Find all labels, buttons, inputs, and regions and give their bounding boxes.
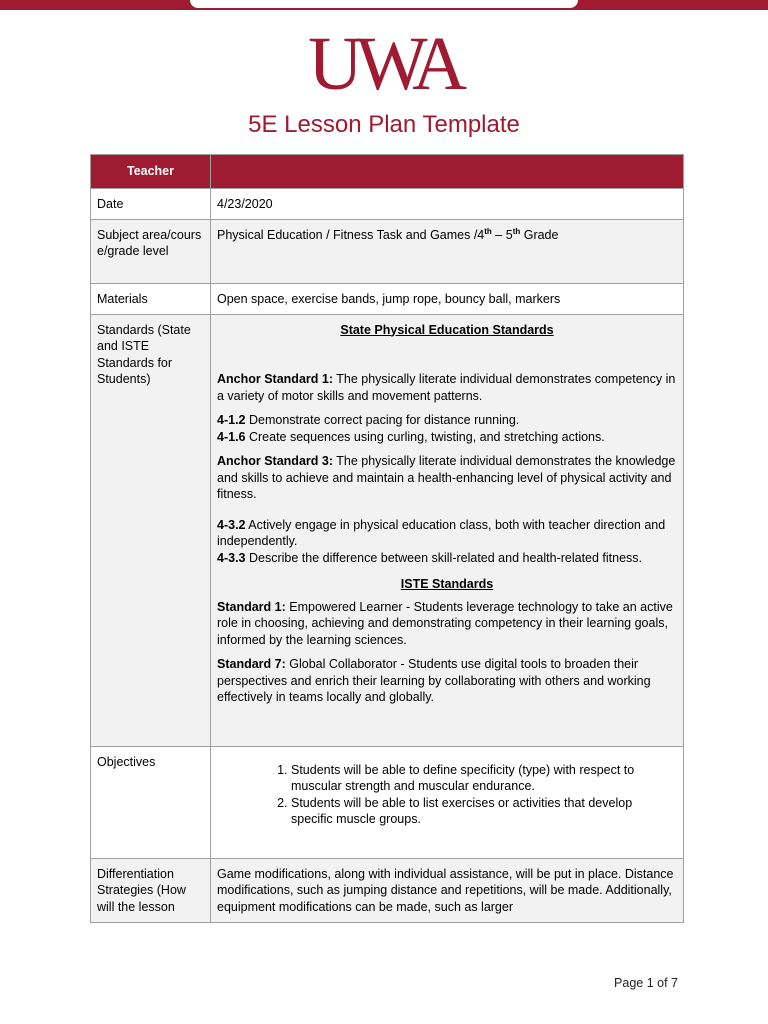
materials-value: Open space, exercise bands, jump rope, bouncy ball, markers (211, 283, 684, 314)
subject-sup-2: th (512, 226, 521, 236)
differentiation-row (91, 858, 684, 922)
anchor-standard-3-text: The physically literate individual demonstrates the knowledge and skills to achieve and maintain a health-enhancing level of physical activity and fitness. (217, 454, 676, 501)
teacher-label: Teacher (91, 155, 211, 189)
materials-row (91, 283, 684, 314)
differentiation-value (211, 858, 684, 922)
uwa-logo: UWA (307, 22, 461, 106)
date-row (91, 188, 684, 219)
teacher-value (211, 155, 684, 189)
standards-4-1 (217, 412, 677, 445)
standards-label: Standards (State and ISTE Standards for Students) (91, 314, 211, 746)
standard-4-3-3-code: 4-3.3 (217, 550, 246, 565)
date-value: 4/23/2020 (211, 188, 684, 219)
page-title: 5E Lesson Plan Template (248, 111, 520, 138)
objectives-content (211, 746, 684, 858)
iste-standard-1-text: Empowered Learner - Students leverage technology to take an active role in choosing, achieving and demonstrating competency in their learning goals, informed by the learning sciences. (217, 599, 673, 647)
subject-value-mid: – 5 (491, 227, 513, 242)
standard-4-1-6-text: Create sequences using curling, twisting, and stretching actions. (245, 429, 605, 444)
iste-standard-7-title: Standard 7: (217, 657, 286, 671)
standard-4-1-2-code: 4-1.2 (217, 413, 246, 427)
iste-standard-1-title: Standard 1: (217, 599, 286, 614)
standard-4-3-3-text: Describe the difference between skill-related and health-related fitness. (245, 550, 643, 565)
state-standards-heading: State Physical Education Standards (340, 322, 554, 337)
objectives-list (217, 762, 677, 828)
standards-content (211, 314, 684, 746)
lesson-plan-table (90, 154, 684, 923)
subject-sup-1: th (484, 226, 492, 236)
iste-standard-7 (217, 656, 677, 706)
standards-row (91, 314, 684, 746)
objective-item: 1. Students will be able to define specificity (type) with respect to muscular strength and muscular endurance. (291, 762, 677, 795)
anchor-standard-3-title: Anchor Standard 3: (217, 454, 333, 468)
differentiation-label-text: Differentiation Strategies (How will the lesson (97, 866, 186, 914)
standard-4-1-6-code: 4-1.6 (217, 429, 246, 444)
iste-standard-7-text: Global Collaborator - Students use digital tools to broaden their perspectives and enrich their learning by collaborating with others and working effectively in teams locally and globally. (217, 657, 651, 704)
standard-4-3-2-text: Actively engage in physical education class, both with teacher direction and independently. (217, 517, 666, 548)
anchor-standard-1-text: The physically literate individual demonstrates competency in a variety of motor skills and movement patterns. (217, 372, 676, 403)
subject-value-prefix: Physical Education / Fitness Task and Games /4 (217, 227, 485, 242)
iste-standards-heading: ISTE Standards (400, 577, 494, 591)
objectives-row (91, 746, 684, 858)
standard-4-1-2-text: Demonstrate correct pacing for distance running. (245, 413, 520, 427)
teacher-row (91, 155, 684, 189)
top-banner-tab (190, 0, 578, 8)
standard-4-3-2-code: 4-3.2 (217, 517, 246, 532)
objectives-label: Objectives (91, 746, 211, 858)
anchor-standard-1-title: Anchor Standard 1: (217, 372, 333, 386)
objective-item: 2. Students will be able to list exercises or activities that develop specific muscle groups. (291, 795, 677, 828)
differentiation-label (91, 858, 211, 922)
differentiation-value-text: Game modifications, along with individual assistance, will be put in place. Distance modifications, such as jumping distance and repetitions, will be made. Additionally, equipment modifications can be made, such as larger (217, 866, 674, 914)
page-number: Page 1 of 7 (614, 976, 678, 990)
anchor-standard-1 (217, 371, 677, 404)
subject-label: Subject area/course/grade level (91, 219, 211, 283)
iste-standard-1 (217, 599, 677, 649)
date-label: Date (91, 188, 211, 219)
materials-label: Materials (91, 283, 211, 314)
subject-value (211, 219, 684, 283)
subject-value-suffix: Grade (520, 227, 559, 242)
subject-row (91, 219, 684, 283)
anchor-standard-3 (217, 453, 677, 503)
standards-4-3 (217, 517, 677, 567)
